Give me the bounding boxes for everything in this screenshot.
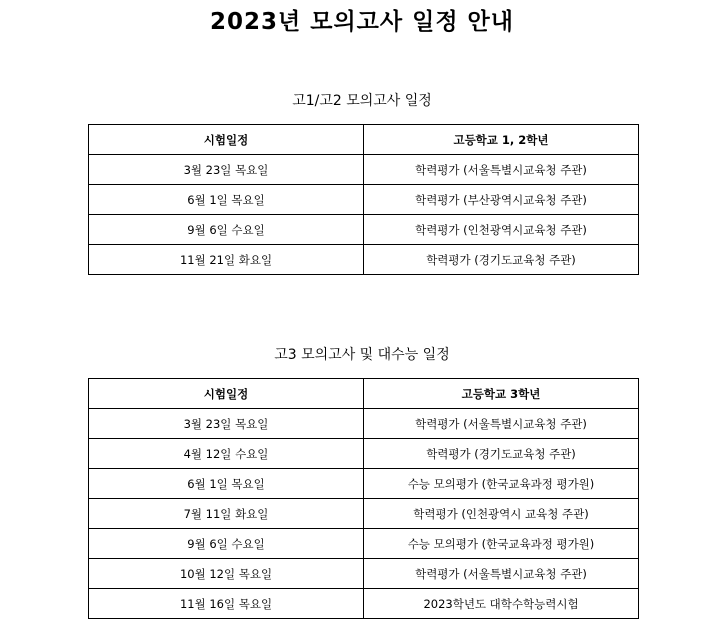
table-header-row bbox=[89, 379, 639, 409]
exam-date-cell: 10월 12일 목요일 bbox=[89, 559, 364, 589]
section-title-grade-3: 고3 모의고사 및 대수능 일정 bbox=[274, 347, 450, 363]
table-row bbox=[89, 215, 639, 245]
exam-desc-cell: 수능 모의평가 (한국교육과정 평가원) bbox=[364, 469, 639, 499]
exam-desc-cell: 학력평가 (서울특별시교육청 주관) bbox=[364, 155, 639, 185]
table-row bbox=[89, 589, 639, 619]
table-row bbox=[89, 439, 639, 469]
table-row bbox=[89, 185, 639, 215]
exam-desc-cell: 학력평가 (경기도교육청 주관) bbox=[364, 439, 639, 469]
exam-date-cell: 6월 1일 목요일 bbox=[89, 185, 364, 215]
exam-date-cell: 4월 12일 수요일 bbox=[89, 439, 364, 469]
exam-date-cell: 3월 23일 목요일 bbox=[89, 409, 364, 439]
exam-desc-cell: 수능 모의평가 (한국교육과정 평가원) bbox=[364, 529, 639, 559]
table-row bbox=[89, 499, 639, 529]
exam-date-cell: 7월 11일 화요일 bbox=[89, 499, 364, 529]
exam-date-cell: 11월 21일 화요일 bbox=[89, 245, 364, 275]
exam-desc-cell: 2023학년도 대학수학능력시험 bbox=[364, 589, 639, 619]
exam-date-cell: 11월 16일 목요일 bbox=[89, 589, 364, 619]
header-exam-date: 시험일정 bbox=[89, 379, 364, 409]
table-row bbox=[89, 409, 639, 439]
header-grade: 고등학교 1, 2학년 bbox=[364, 125, 639, 155]
table-row bbox=[89, 529, 639, 559]
table-row bbox=[89, 469, 639, 499]
table-row bbox=[89, 559, 639, 589]
exam-desc-cell: 학력평가 (인천광역시 교육청 주관) bbox=[364, 499, 639, 529]
exam-desc-cell: 학력평가 (서울특별시교육청 주관) bbox=[364, 559, 639, 589]
exam-date-cell: 9월 6일 수요일 bbox=[89, 215, 364, 245]
table-header-row bbox=[89, 125, 639, 155]
exam-desc-cell: 학력평가 (서울특별시교육청 주관) bbox=[364, 409, 639, 439]
section-title-grade-1-2: 고1/고2 모의고사 일정 bbox=[292, 93, 432, 109]
page-title: 2023년 모의고사 일정 안내 bbox=[210, 9, 514, 35]
header-exam-date: 시험일정 bbox=[89, 125, 364, 155]
header-grade: 고등학교 3학년 bbox=[364, 379, 639, 409]
schedule-table-grade-1-2 bbox=[88, 124, 639, 275]
exam-desc-cell: 학력평가 (부산광역시교육청 주관) bbox=[364, 185, 639, 215]
schedule-table-grade-3 bbox=[88, 378, 639, 619]
exam-date-cell: 9월 6일 수요일 bbox=[89, 529, 364, 559]
exam-date-cell: 3월 23일 목요일 bbox=[89, 155, 364, 185]
table-row bbox=[89, 245, 639, 275]
exam-desc-cell: 학력평가 (인천광역시교육청 주관) bbox=[364, 215, 639, 245]
exam-date-cell: 6월 1일 목요일 bbox=[89, 469, 364, 499]
exam-desc-cell: 학력평가 (경기도교육청 주관) bbox=[364, 245, 639, 275]
table-row bbox=[89, 155, 639, 185]
